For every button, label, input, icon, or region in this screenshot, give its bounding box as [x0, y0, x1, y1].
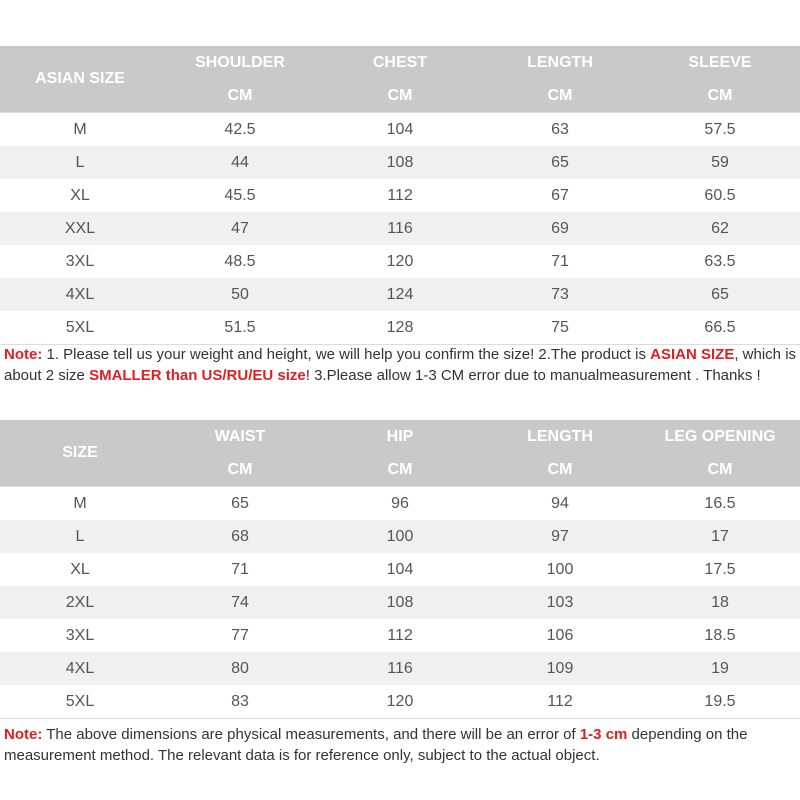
- shoulder-cell: 45.5: [224, 186, 256, 204]
- table-row: [0, 278, 800, 311]
- leg-opening-cell: 17: [640, 520, 800, 553]
- note-text: depending on the measurement method. The relevant data is for reference only, subject to the actual object.: [4, 726, 748, 764]
- shoulder-cell: 44: [160, 146, 320, 179]
- note-label: Note:: [4, 726, 43, 743]
- hip-cell: 96: [320, 487, 480, 521]
- length-cell: 69: [480, 212, 640, 245]
- note-label: Note:: [4, 346, 43, 363]
- size-cell: XXL: [0, 212, 160, 245]
- length-cell: 112: [480, 685, 640, 719]
- waist-cell: 65: [160, 487, 320, 521]
- note-highlight-error: 1-3 cm: [579, 726, 628, 743]
- header-chest: CHEST: [320, 46, 480, 79]
- sleeve-cell: 57.5: [640, 113, 800, 147]
- chest-cell: 112: [387, 186, 413, 204]
- sleeve-cell: 59: [640, 146, 800, 179]
- length-cell: 103: [480, 586, 640, 619]
- hip-cell: 100: [320, 520, 480, 553]
- length-cell: 65: [480, 146, 640, 179]
- header-asian-size: ASIAN SIZE: [0, 46, 160, 113]
- hip-cell: 116: [320, 652, 480, 685]
- table-row: [0, 179, 800, 212]
- leg-opening-cell: 17.5: [704, 560, 736, 578]
- hip-cell: 104: [386, 560, 414, 578]
- size-cell: 3XL: [65, 252, 95, 270]
- unit-waist: CM: [160, 453, 320, 487]
- size-cell: 4XL: [0, 652, 160, 685]
- size-cell: XL: [70, 186, 90, 204]
- chest-cell: 124: [320, 278, 480, 311]
- size-cell: 2XL: [0, 586, 160, 619]
- note-text: ! 3.Please allow 1-3 CM error due to manualmeasurement . Thanks !: [305, 367, 761, 384]
- shoulder-cell: 48.5: [224, 252, 256, 270]
- size-cell: M: [0, 113, 160, 147]
- header-length: LENGTH: [480, 46, 640, 79]
- unit-shoulder: CM: [160, 79, 320, 113]
- chest-cell: 120: [386, 252, 414, 270]
- sleeve-cell: 66.5: [640, 311, 800, 345]
- table-row: [0, 212, 800, 245]
- length-cell: 109: [480, 652, 640, 685]
- waist-cell: 83: [160, 685, 320, 719]
- table-row: [0, 652, 800, 685]
- sleeve-cell: 63.5: [704, 252, 736, 270]
- size-cell: 5XL: [0, 685, 160, 719]
- size-cell: 3XL: [65, 626, 95, 644]
- waist-cell: 74: [160, 586, 320, 619]
- header-waist: WAIST: [160, 420, 320, 453]
- shoulder-cell: 42.5: [160, 113, 320, 147]
- note-highlight-asian-size: ASIAN SIZE: [650, 346, 735, 363]
- size-cell: L: [0, 520, 160, 553]
- hip-cell: 120: [320, 685, 480, 719]
- leg-opening-cell: 18: [640, 586, 800, 619]
- note-highlight-smaller: SMALLER than US/RU/EU size: [89, 367, 306, 384]
- hip-cell: 112: [387, 626, 413, 644]
- length-cell: 100: [546, 560, 574, 578]
- pants-size-table: [0, 420, 800, 719]
- header-shoulder: SHOULDER: [160, 46, 320, 79]
- table-row: [0, 311, 800, 345]
- header-leg-opening: LEG OPENING: [640, 420, 800, 453]
- header-sleeve: SLEEVE: [640, 46, 800, 79]
- sleeve-cell: 62: [640, 212, 800, 245]
- length-cell: 97: [480, 520, 640, 553]
- length-cell: 63: [480, 113, 640, 147]
- size-cell: 5XL: [0, 311, 160, 345]
- table-row: [0, 685, 800, 719]
- note-text: , which is about 2 size: [4, 346, 797, 384]
- chest-cell: 108: [320, 146, 480, 179]
- bottom-note: [4, 724, 798, 770]
- length-cell: 106: [546, 626, 574, 644]
- table-row: [0, 113, 800, 147]
- length-cell: 71: [551, 252, 569, 270]
- length-cell: 75: [480, 311, 640, 345]
- unit-leg-opening: CM: [640, 453, 800, 487]
- length-cell: 73: [480, 278, 640, 311]
- waist-cell: 71: [231, 560, 249, 578]
- leg-opening-cell: 18.5: [704, 626, 736, 644]
- waist-cell: 68: [160, 520, 320, 553]
- note-text: 1. Please tell us your weight and height, we will help you confirm the size! 2.The product is: [42, 346, 651, 363]
- length-cell: 94: [480, 487, 640, 521]
- table-row: [0, 487, 800, 521]
- header-hip: HIP: [320, 420, 480, 453]
- table-row: [0, 520, 800, 553]
- chest-cell: 116: [320, 212, 480, 245]
- table-row: [0, 619, 800, 652]
- waist-cell: 80: [160, 652, 320, 685]
- waist-cell: 77: [231, 626, 249, 644]
- top-note: [4, 344, 798, 396]
- size-cell: 4XL: [0, 278, 160, 311]
- header-row: [0, 420, 800, 453]
- sleeve-cell: 65: [640, 278, 800, 311]
- unit-length: CM: [480, 79, 640, 113]
- length-cell: 67: [551, 186, 569, 204]
- leg-opening-cell: 16.5: [640, 487, 800, 521]
- table-row: [0, 245, 800, 278]
- table-body: [0, 113, 800, 345]
- table-row: [0, 553, 800, 586]
- size-cell: L: [0, 146, 160, 179]
- shoulder-cell: 51.5: [160, 311, 320, 345]
- unit-hip: CM: [320, 453, 480, 487]
- shirt-size-table: [0, 46, 800, 345]
- shoulder-cell: 50: [160, 278, 320, 311]
- table-row: [0, 586, 800, 619]
- hip-cell: 108: [320, 586, 480, 619]
- chest-cell: 128: [320, 311, 480, 345]
- table-row: [0, 146, 800, 179]
- unit-sleeve: CM: [640, 79, 800, 113]
- leg-opening-cell: 19.5: [640, 685, 800, 719]
- unit-length: CM: [480, 453, 640, 487]
- size-cell: M: [0, 487, 160, 521]
- header-size: SIZE: [0, 420, 160, 487]
- header-length: LENGTH: [480, 420, 640, 453]
- shoulder-cell: 47: [160, 212, 320, 245]
- size-cell: XL: [70, 560, 90, 578]
- sleeve-cell: 60.5: [704, 186, 736, 204]
- note-text: The above dimensions are physical measurements, and there will be an error of: [42, 726, 580, 743]
- header-row: [0, 46, 800, 79]
- table-body: [0, 487, 800, 719]
- unit-chest: CM: [320, 79, 480, 113]
- chest-cell: 104: [320, 113, 480, 147]
- leg-opening-cell: 19: [640, 652, 800, 685]
